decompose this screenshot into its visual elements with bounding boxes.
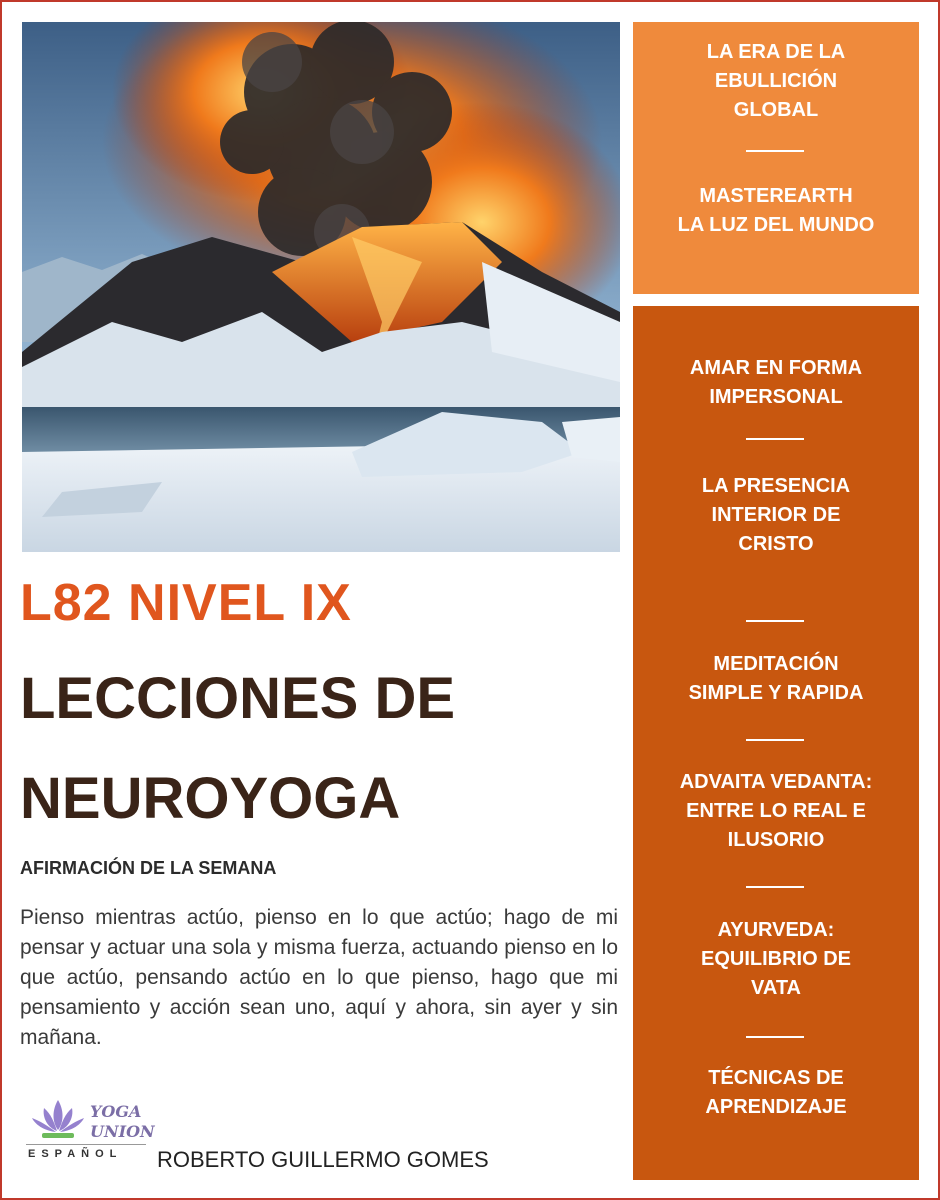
topic-ayurveda: AYURVEDA: EQUILIBRIO DE VATA bbox=[700, 919, 851, 999]
topic-presencia-cristo: LA PRESENCIA INTERIOR DE CRISTO bbox=[701, 475, 851, 555]
divider bbox=[746, 620, 804, 622]
affirmation-heading: AFIRMACIÓN DE LA SEMANA bbox=[20, 858, 277, 878]
topic-amar-impersonal: AMAR EN FORMA IMPERSONAL bbox=[689, 357, 863, 408]
logo-wordmark: YOGA UNION bbox=[90, 1102, 155, 1141]
topic-advaita-vedanta: ADVAITA VEDANTA: ENTRE LO REAL E ILUSORIO bbox=[679, 771, 873, 851]
affirmation-text: Pienso mientras actúo, pienso en lo que actúo; hago de mi pensar y actuar una sola y misma fuerza, actuando pienso en lo que actúo, pensando actúo en lo que pienso, hago que mi pensamiento y acción sean uno, aquí y ahora, sin ayer y sin mañana. bbox=[20, 906, 618, 1049]
top-topics-panel bbox=[633, 22, 919, 294]
topic-masterearth: MASTEREARTH LA LUZ DEL MUNDO bbox=[677, 185, 875, 236]
volcano-image bbox=[22, 22, 620, 552]
logo-divider bbox=[26, 1144, 146, 1145]
lesson-topics-panel bbox=[633, 306, 919, 1180]
topic-meditacion: MEDITACIÓN SIMPLE Y RAPIDA bbox=[688, 653, 864, 704]
divider bbox=[746, 739, 804, 741]
lotus-icon bbox=[24, 1096, 92, 1142]
lesson-code-title: L82 NIVEL IX bbox=[20, 574, 352, 632]
topic-era-ebullicion: LA ERA DE LA EBULLICIÓN GLOBAL bbox=[706, 41, 846, 121]
divider bbox=[746, 1036, 804, 1038]
topic-tecnicas: TÉCNICAS DE APRENDIZAJE bbox=[705, 1067, 847, 1118]
title-line-lecciones: LECCIONES DE bbox=[20, 666, 456, 731]
author-name: ROBERTO GUILLERMO GOMES bbox=[157, 1147, 489, 1172]
divider bbox=[746, 886, 804, 888]
logo-subtitle: ESPAÑOL bbox=[28, 1148, 123, 1160]
yoga-union-logo bbox=[24, 1096, 154, 1168]
title-line-neuroyoga: NEUROYOGA bbox=[20, 766, 401, 831]
divider bbox=[746, 150, 804, 152]
divider bbox=[746, 438, 804, 440]
